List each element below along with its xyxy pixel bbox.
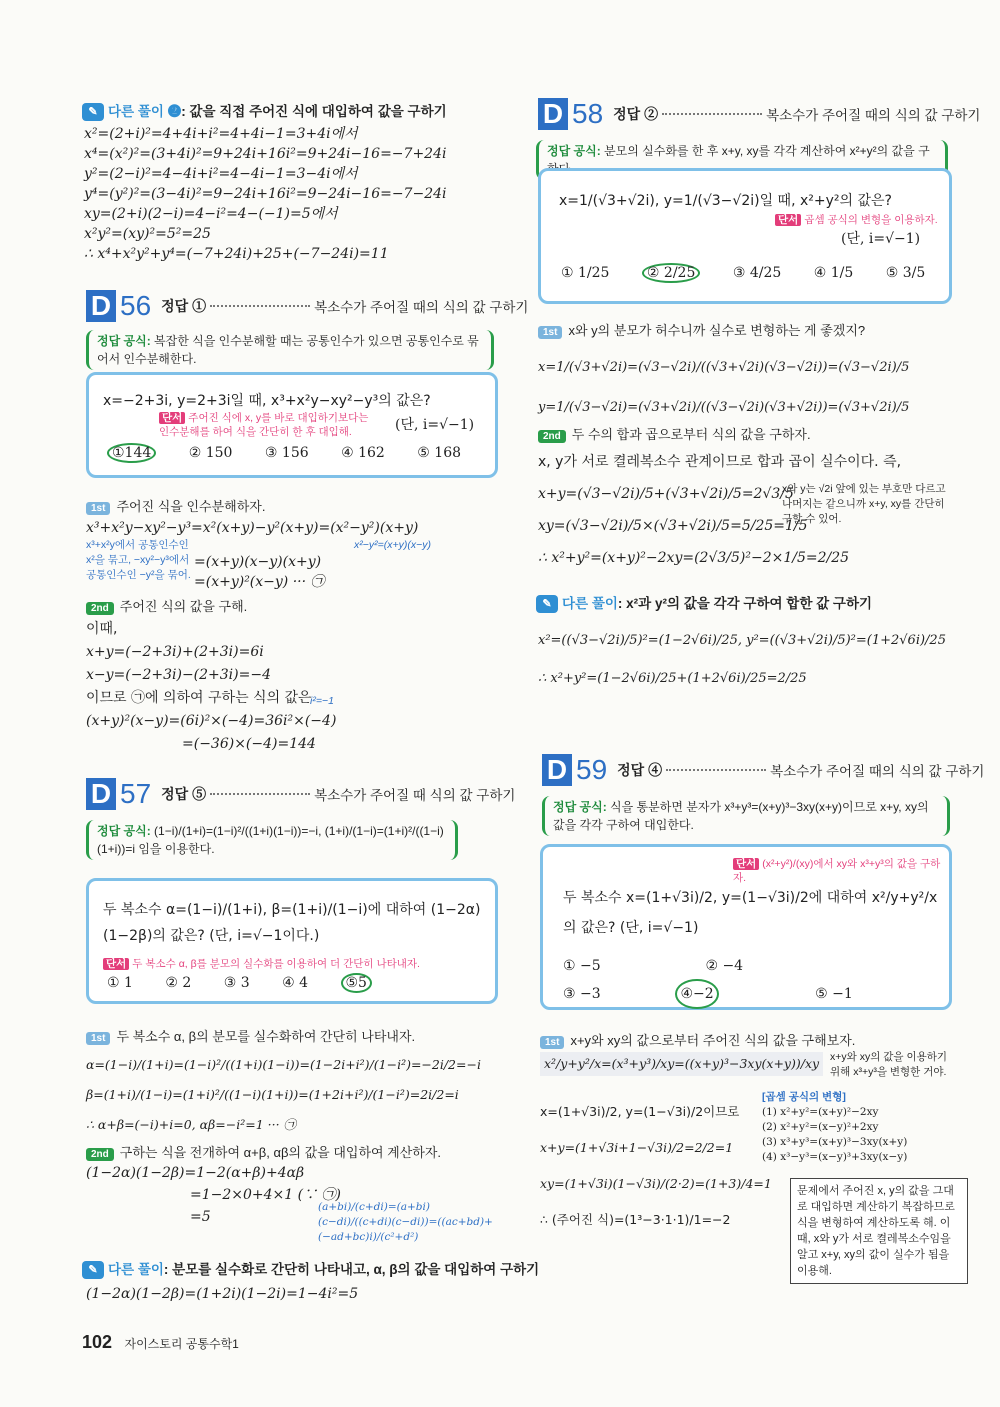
problem-59-step1-note: x+y와 xy의 값을 이용하기 위해 x³+y³을 변형한 거야. [830,1051,948,1078]
problem-56-step1-lines-2: =(x+y)(x−y)(x+y) =(x+y)²(x−y) ··· ㉠ [194,554,325,590]
problem-58-hint: 단서 곱셈 공식의 변형을 이용하자. [775,213,938,227]
problem-58-choices [561,263,953,283]
choice-5[interactable]: ⑤ −1 [815,986,853,1002]
problem-58-header: D 58 정답 ② 복소수가 주어질 때의 식의 값 구하기 [538,98,980,132]
problem-59-step1: 1st x+y와 xy의 값으로부터 주어진 식의 값을 구해보자. [540,1030,855,1049]
problem-59-formula: 정답 공식: 식을 통분하면 분자가 x³+y³=(x+y)³−3xy(x+y)이므로 x+y, xy의 값을 각각 구하여 대입한다. [542,796,950,836]
problem-57-step1: 1st 두 복소수 α, β의 분모를 실수화하여 간단히 나타내자. [86,1026,415,1045]
choice-2[interactable]: ② 2 [165,975,192,991]
problem-58-condition: (단, i=√−1) [841,231,921,247]
alt-solution-lines: x²=(2+i)²=4+4i+i²=4+4i−1=3+4i에서 x⁴=(x²)²=(3+4i)²=9+24i+16i²=9+24i−16=−7+24i y²=(2−i)²=4−4i+i²=4−4i−1=3−4i에서 y⁴=(y²)²=(3−4i)²=9−24i+16i²=9−24i−16=−7−24i xy=(2+i)(2−i)=4−i²=4−(−1)=5에서 x²y²=(xy)²=5²=25 ∴ x⁴+x²y²+y⁴=(−7+24i)+25+(−7−24i)=11 [84,126,447,262]
problem-56-step2: 2nd 주어진 식의 값을 구해. [86,596,247,615]
problem-56-step1-note: x³+x²y에서 공통인수인 x²을 묶고, −xy²−y³에서 공통인수인 −y²을 묶어. [86,539,191,581]
problem-59-choices [563,953,943,1009]
problem-59-question: 두 복소수 x=(1+√3i)/2, y=(1−√3i)/2에 대하여 x²/y+y²/x의 값은? (단, i=√−1) [563,890,938,936]
choice-4[interactable]: ④−2 [675,979,718,1009]
choice-5[interactable]: ⑤ 3/5 [885,265,926,281]
choice-1[interactable]: ① −5 [563,958,601,974]
problem-57-header: D 57 정답 ⑤ 복소수가 주어질 때 식의 값 구하기 [86,778,515,812]
problem-59-hint: 단서 (x²+y²)/(xy)에서 xy와 x³+y³의 값을 구하자. [733,858,941,884]
choice-3[interactable]: ③ 4/25 [732,265,782,281]
choice-4[interactable]: ④ 4 [282,975,309,991]
problem-59-tip: 문제에서 주어진 x, y의 값을 그대로 대입하면 계산하기 복잡하므로 식을 변형하여 계산하도록 해. 이때, x와 y가 서로 켤레복소수임을 알고 x+y, xy의 값이 실수가 됨을 이용해. [790,1178,968,1284]
alt-solution-icon: ✎ [82,103,104,121]
problem-56-hint: 단서 주어진 식에 x, y를 바로 대입하기보다는 인수분해를 하여 식을 간단히 한 후 대입해. [159,412,369,438]
choice-2[interactable]: ② 2/25 [642,263,700,283]
choice-2[interactable]: ② −4 [705,958,744,974]
alt-solution-icon: ✎ [536,595,558,613]
problem-56-box [86,372,498,478]
book-title: 자이스토리 공통수학1 [124,1337,239,1351]
problem-57-hint: 단서 두 복소수 α, β를 분모의 실수화를 이용하여 더 간단히 나타내자. [103,957,420,971]
choice-4[interactable]: ④ 1/5 [813,265,854,281]
problem-57-alt-header: ✎ 다른 풀이: 분모를 실수화로 간단히 나타내고, α, β의 값을 대입하여 구하기 [82,1258,539,1279]
problem-56-formula: 정답 공식: 복잡한 식을 인수분해할 때는 공통인수가 있으면 공통인수로 묶어서 인수분해한다. [86,330,494,370]
choice-3[interactable]: ③ 156 [264,445,309,461]
problem-57-step2-lines: (1−2α)(1−2β)=1−2(α+β)+4αβ =1−2×0+4×1 (∵ ㉠) =5 [86,1165,342,1225]
alt-solution-header: ✎ 다른 풀이 ❷: 값을 직접 주어진 식에 대입하여 값을 구하기 [82,100,447,121]
problem-56-question: x=−2+3i, y=2+3i일 때, x³+x²y−xy²−y³의 값은? [103,393,431,409]
problem-59-box [540,844,952,1010]
problem-56-step1: 1st 주어진 식을 인수분해하자. [86,496,265,515]
problem-56-header: D 56 정답 ① 복소수가 주어질 때의 식의 값 구하기 [86,290,528,324]
problem-57-alt-line: (1−2α)(1−2β)=(1+2i)(1−2i)=1−4i²=5 [86,1286,359,1302]
problem-57-box [86,878,498,1004]
problem-58-step1-lines: x=1/(√3+√2i)=(√3−√2i)/((√3+√2i)(√3−√2i))=(√3−√2i)/5 y=1/(√3−√2i)=(√3+√2i)/((√3−√2i)(√3+√2i))=(√3+√2i)/5 [538,360,910,415]
problem-59-step1-line0: x²/y+y²/x=(x³+y³)/xy=((x+y)³−3xy(x+y))/xy [540,1052,823,1076]
choice-1[interactable]: ①144 [107,443,156,463]
page-footer [82,1332,239,1353]
problem-57-step2: 2nd 구하는 식을 전개하여 α+β, αβ의 값을 대입하여 계산하자. [86,1142,441,1161]
choice-3[interactable]: ③ 3 [223,975,250,991]
problem-56-choices [107,443,489,463]
problem-57-step2-note: (a+bi)/(c+di)=(a+bi)(c−di)/((c+di)(c−di))=((ac+bd)+(−ad+bc)i)/(c²+d²) [318,1201,493,1243]
problem-57-formula: 정답 공식: (1−i)/(1+i)=(1−i)²/((1+i)(1−i))=−i, (1+i)/(1−i)=(1+i)²/((1−i)(1+i))=i 임을 이용한다. [86,820,458,860]
choice-4[interactable]: ④ 162 [341,445,385,461]
choice-1[interactable]: ① 1 [107,975,133,991]
choice-3[interactable]: ③ −3 [563,986,601,1002]
problem-57-question: 두 복소수 α=(1−i)/(1+i), β=(1+i)/(1−i)에 대하여 (1−2α)(1−2β)의 값은? (단, i=√−1이다.) [103,902,481,944]
problem-58-step2-lines: x, y가 서로 켤레복소수 관계이므로 합과 곱이 실수이다. 즉, x+y=(√3−√2i)/5+(√3+√2i)/5=2√3/5 xy=(√3−√2i)/5×(√3+√2i)/5=5/25=1/5 ∴ x²+y²=(x+y)²−2xy=(2√3/5)²−2×1/5=2/25 [538,454,902,566]
choice-2[interactable]: ② 150 [188,445,233,461]
problem-58-alt-lines: x²=((√3−√2i)/5)²=(1−2√6i)/25, y²=((√3+√2i)/5)²=(1+2√6i)/25 ∴ x²+y²=(1−2√6i)/25+(1+2√6i)/25=2/25 [538,633,946,686]
problem-58-formula: 정답 공식: 분모의 실수화를 한 후 x+y, xy를 각각 계산하여 x²+y²의 값을 구 [536,140,948,180]
problem-58-step1: 1st x와 y의 분모가 허수니까 실수로 변형하는 게 좋겠지? [538,320,865,339]
choice-5[interactable]: ⑤5 [341,973,372,993]
problem-59-header: D 59 정답 ④ 복소수가 주어질 때의 식의 값 구하기 [542,754,984,788]
problem-56-condition: (단, i=√−1) [395,417,475,433]
choice-5[interactable]: ⑤ 168 [417,445,462,461]
problem-57-step1-lines: α=(1−i)/(1+i)=(1−i)²/((1+i)(1−i))=(1−2i+i²)/(1−i²)=−2i/2=−i β=(1+i)/(1−i)=(1+i)²/((1−i)(1+i))=(1+2i+i²)/(1−i²)=2i/2=i ∴ α+β=(−i)+i=0, αβ=−i²=1 ··· ㉠ [86,1057,481,1132]
problem-59-formula-list: [곱셈 공식의 변형] (1) x²+y²=(x+y)²−2xy (2) x²+y²=(x−y)²+2xy (3) x³+y³=(x+y)³−3xy(x+y) (4) x³−y³=(x−y)³+3xy(x−y) [762,1091,908,1163]
problem-57-choices [107,973,400,993]
problem-58-alt-header: ✎ 다른 풀이: x²과 y²의 값을 각각 구하여 합한 값 구하기 [536,592,872,613]
problem-58-box [538,168,952,304]
choice-1[interactable]: ① 1/25 [561,265,610,281]
problem-56-step2-note: i²=−1 [310,695,334,707]
problem-58-step2-note: x와 y는 √2i 앞에 있는 부호만 다르고 나머지는 같으니까 x+y, xy를 간단히 구할 수 있어. [782,483,946,525]
problem-59-step1-lines: x=(1+√3i)/2, y=(1−√3i)/2이므로 x+y=(1+√3i+1−√3i)/2=2/2=1 xy=(1+√3i)(1−√3i)/(2·2)=(1+3)/4=1 ∴ (주어진 식)=(1³−3·1·1)/1=−2 [540,1104,772,1227]
problem-58-step2: 2nd 두 수의 합과 곱으로부터 식의 값을 구하자. [538,424,811,443]
alt-solution-icon: ✎ [82,1261,104,1279]
problem-56-step1-note2: x²−y²=(x+y)(x−y) [354,539,432,551]
problem-56-step1-lines: x³+x²y−xy²−y³=x²(x+y)−y²(x+y)=(x²−y²)(x+y) [86,520,419,536]
page-number: 102 [82,1332,113,1352]
problem-56-step2-lines: 이때, x+y=(−2+3i)+(2+3i)=6i x−y=(−2+3i)−(2+3i)=−4 이므로 ㉠에 의하여 구하는 식의 값은 (x+y)²(x−y)=(6i)²×(−4)=36i²×(−4) =(−36)×(−4)=144 [86,621,337,752]
problem-58-question: x=1/(√3+√2i), y=1/(√3−√2i)일 때, x²+y²의 값은? [559,193,892,209]
